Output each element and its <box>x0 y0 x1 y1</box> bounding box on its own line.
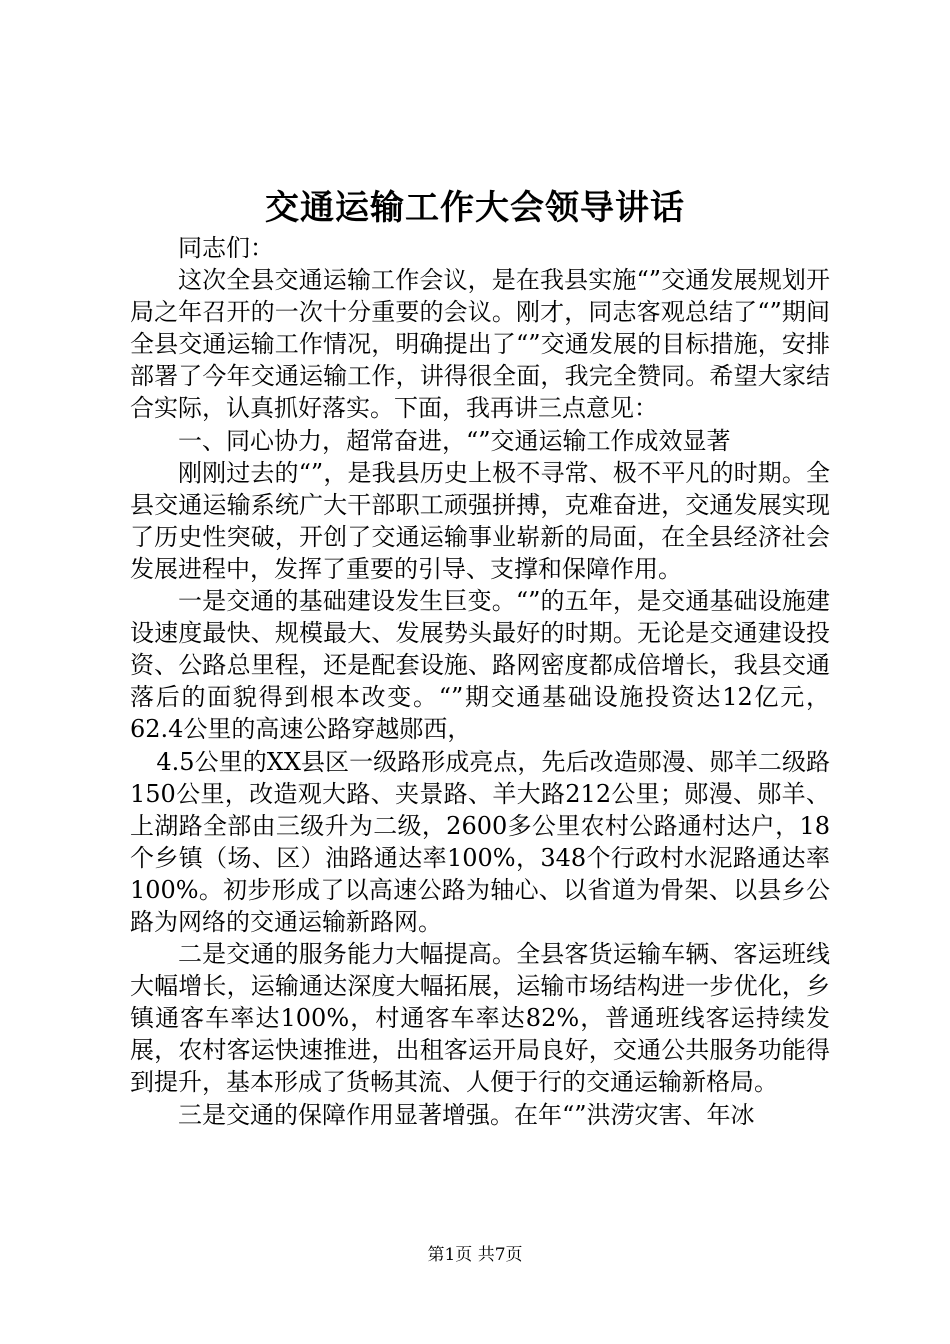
body-paragraph: 这次全县交通运输工作会议，是在我县实施“”交通发展规划开局之年召开的一次十分重要的会议。刚才，同志客观总结了“”期间全县交通运输工作情况，明确提出了“”交通发展的目标措施，安排部署了今年交通运输工作，讲得很全面，我完全赞同。希望大家结合实际，认真抓好落实。下面，我再讲三点意见： <box>130 266 830 423</box>
section-heading: 一、同心协力，超常奋进，“”交通运输工作成效显著 <box>178 426 731 455</box>
salutation: 同志们： <box>178 234 274 262</box>
body-paragraph: 4.5公里的XX县区一级路形成亮点，先后改造郧漫、郧羊二级路150公里，改造观大路、夹景路、羊大路212公里；郧漫、郧羊、上湖路全部由三级升为二级，2600多公里农村公路通村达户，18个乡镇（场、区）油路通达率100%，348个行政村水泥路通达率100%。初步形成了以高速公路为轴心、以省道为骨架、以县乡公路为网络的交通运输新路网。 <box>130 747 830 936</box>
body-paragraph: 刚刚过去的“”，是我县历史上极不寻常、极不平凡的时期。全县交通运输系统广大干部职工顽强拼搏，克难奋进，交通发展实现了历史性突破，开创了交通运输事业崭新的局面，在全县经济社会发展进程中，发挥了重要的引导、支撑和保障作用。 <box>130 458 830 583</box>
body-paragraph: 一是交通的基础建设发生巨变。“”的五年，是交通基础设施建设速度最快、规模最大、发展势头最好的时期。无论是交通建设投资、公路总里程，还是配套设施、路网密度都成倍增长，我县交通落后的面貌得到根本改变。“”期交通基础设施投资达12亿元，62.4公里的高速公路穿越郧西， <box>130 587 830 744</box>
page-title: 交通运输工作大会领导讲话 <box>265 188 685 228</box>
body-paragraph: 三是交通的保障作用显著增强。在年“”洪涝灾害、年冰 <box>178 1100 755 1129</box>
body-paragraph: 二是交通的服务能力大幅提高。全县客货运输车辆、客运班线大幅增长，运输通达深度大幅拓展，运输市场结构进一步优化，乡镇通客车率达100%，村通客车率达82%，普通班线客运持续发展，农村客运快速推进，出租客运开局良好，交通公共服务功能得到提升，基本形成了货畅其流、人便于行的交通运输新格局。 <box>130 940 830 1097</box>
page-number: 第1页 共7页 <box>427 1245 523 1265</box>
document-body <box>130 232 830 1131</box>
